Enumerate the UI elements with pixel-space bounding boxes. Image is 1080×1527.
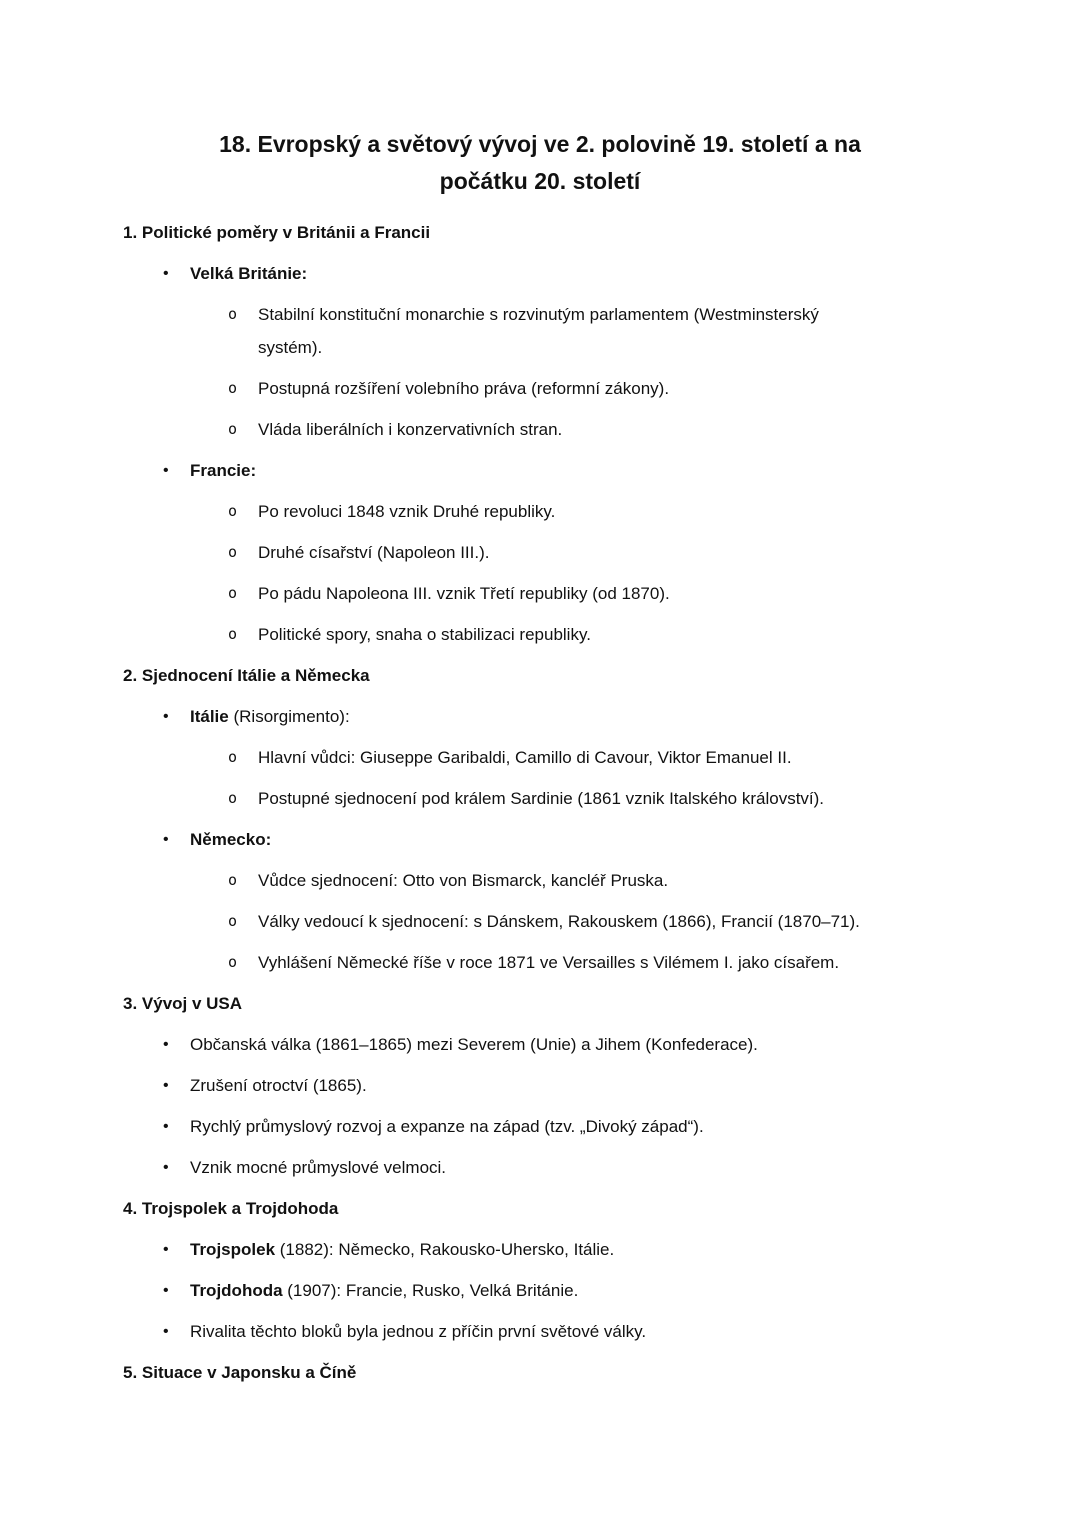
list-item-text: Vůdce sjednocení: Otto von Bismarck, kancléř Pruska. [258,871,669,890]
circle-bullet-icon: o [228,502,238,520]
list-item-level2 [123,372,957,405]
disc-bullet-icon: • [163,1077,169,1094]
circle-bullet-icon: o [228,543,238,561]
disc-bullet-icon: • [163,831,169,848]
document-body [123,216,957,1389]
list-item-level2 [123,495,957,528]
list-item-text: Války vedoucí k sjednocení: s Dánskem, Rakouskem (1866), Francií (1870–71). [258,912,860,931]
circle-bullet-icon: o [228,379,238,397]
section-heading: 4. Trojspolek a Trojdohoda [123,1199,339,1218]
list-item-level1 [123,1028,957,1061]
section-heading: 2. Sjednocení Itálie a Německa [123,666,370,685]
list-item-text: Vznik mocné průmyslové velmoci. [190,1158,447,1177]
disc-bullet-icon: • [163,462,169,479]
list-item-text: Trojspolek (1882): Německo, Rakousko-Uhersko, Itálie. [190,1240,615,1259]
list-item-level1 [123,454,957,487]
disc-bullet-icon: • [163,1159,169,1176]
list-item-level1 [123,823,957,856]
list-item-level2 [123,741,957,774]
list-item-level2 [123,864,957,897]
disc-bullet-icon: • [163,265,169,282]
disc-bullet-icon: • [163,1282,169,1299]
list-item-text: Občanská válka (1861–1865) mezi Severem (Unie) a Jihem (Konfederace). [190,1035,758,1054]
disc-bullet-icon: • [163,1036,169,1053]
list-item-text: Francie: [190,461,257,480]
list-item-level2 [123,298,957,364]
list-item-text: Itálie (Risorgimento): [190,707,350,726]
list-item-level1 [123,1069,957,1102]
list-item-level1 [123,700,957,733]
document-title-line-2: počátku 20. století [439,168,641,194]
list-item-level1 [123,1151,957,1184]
circle-bullet-icon: o [228,625,238,643]
list-item-level1 [123,257,957,290]
disc-bullet-icon: • [163,708,169,725]
list-item-text: Rivalita těchto bloků byla jednou z příčin první světové války. [190,1322,647,1341]
list-item-level2 [123,536,957,569]
list-item-level2 [123,618,957,651]
list-item-level1 [123,1315,957,1348]
disc-bullet-icon: • [163,1118,169,1135]
section-heading: 1. Politické poměry v Británii a Francii [123,223,431,242]
list-item-text: Postupná rozšíření volebního práva (reformní zákony). [258,379,670,398]
list-item-text: Po pádu Napoleona III. vznik Třetí republiky (od 1870). [258,584,670,603]
circle-bullet-icon: o [228,748,238,766]
list-item-text: Postupné sjednocení pod králem Sardinie (1861 vznik Italského království). [258,789,825,808]
list-item-text: Hlavní vůdci: Giuseppe Garibaldi, Camillo di Cavour, Viktor Emanuel II. [258,748,792,767]
list-item-text: Německo: [190,830,272,849]
list-item-level2 [123,782,957,815]
list-item-level2 [123,905,957,938]
list-item-text: Politické spory, snaha o stabilizaci republiky. [258,625,591,644]
list-item-level1 [123,1233,957,1266]
list-item-text: Velká Británie: [190,264,308,283]
list-item-level2 [123,413,957,446]
circle-bullet-icon: o [228,789,238,807]
circle-bullet-icon: o [228,584,238,602]
list-item-text: Stabilní konstituční monarchie s rozvinutým parlamentem (Westminsterský systém). [258,305,819,357]
circle-bullet-icon: o [228,305,238,323]
list-item-level2 [123,577,957,610]
list-item-text: Vláda liberálních i konzervativních stran. [258,420,563,439]
list-item-text: Trojdohoda (1907): Francie, Rusko, Velká Británie. [190,1281,579,1300]
list-item-level1 [123,1110,957,1143]
circle-bullet-icon: o [228,871,238,889]
disc-bullet-icon: • [163,1323,169,1340]
list-item-text: Po revoluci 1848 vznik Druhé republiky. [258,502,556,521]
circle-bullet-icon: o [228,953,238,971]
list-item-text: Druhé císařství (Napoleon III.). [258,543,490,562]
list-item-text: Rychlý průmyslový rozvoj a expanze na západ (tzv. „Divoký západ“). [190,1117,704,1136]
document-title-line-1: 18. Evropský a světový vývoj ve 2. polovině 19. století a na [219,131,861,157]
list-item-text: Zrušení otroctví (1865). [190,1076,367,1095]
document-title [123,126,957,200]
circle-bullet-icon: o [228,912,238,930]
disc-bullet-icon: • [163,1241,169,1258]
list-item-level1 [123,1274,957,1307]
circle-bullet-icon: o [228,420,238,438]
section-heading: 3. Vývoj v USA [123,994,243,1013]
list-item-text: Vyhlášení Německé říše v roce 1871 ve Versailles s Vilémem I. jako císařem. [258,953,840,972]
list-item-level2 [123,946,957,979]
section-heading: 5. Situace v Japonsku a Číně [123,1363,357,1382]
